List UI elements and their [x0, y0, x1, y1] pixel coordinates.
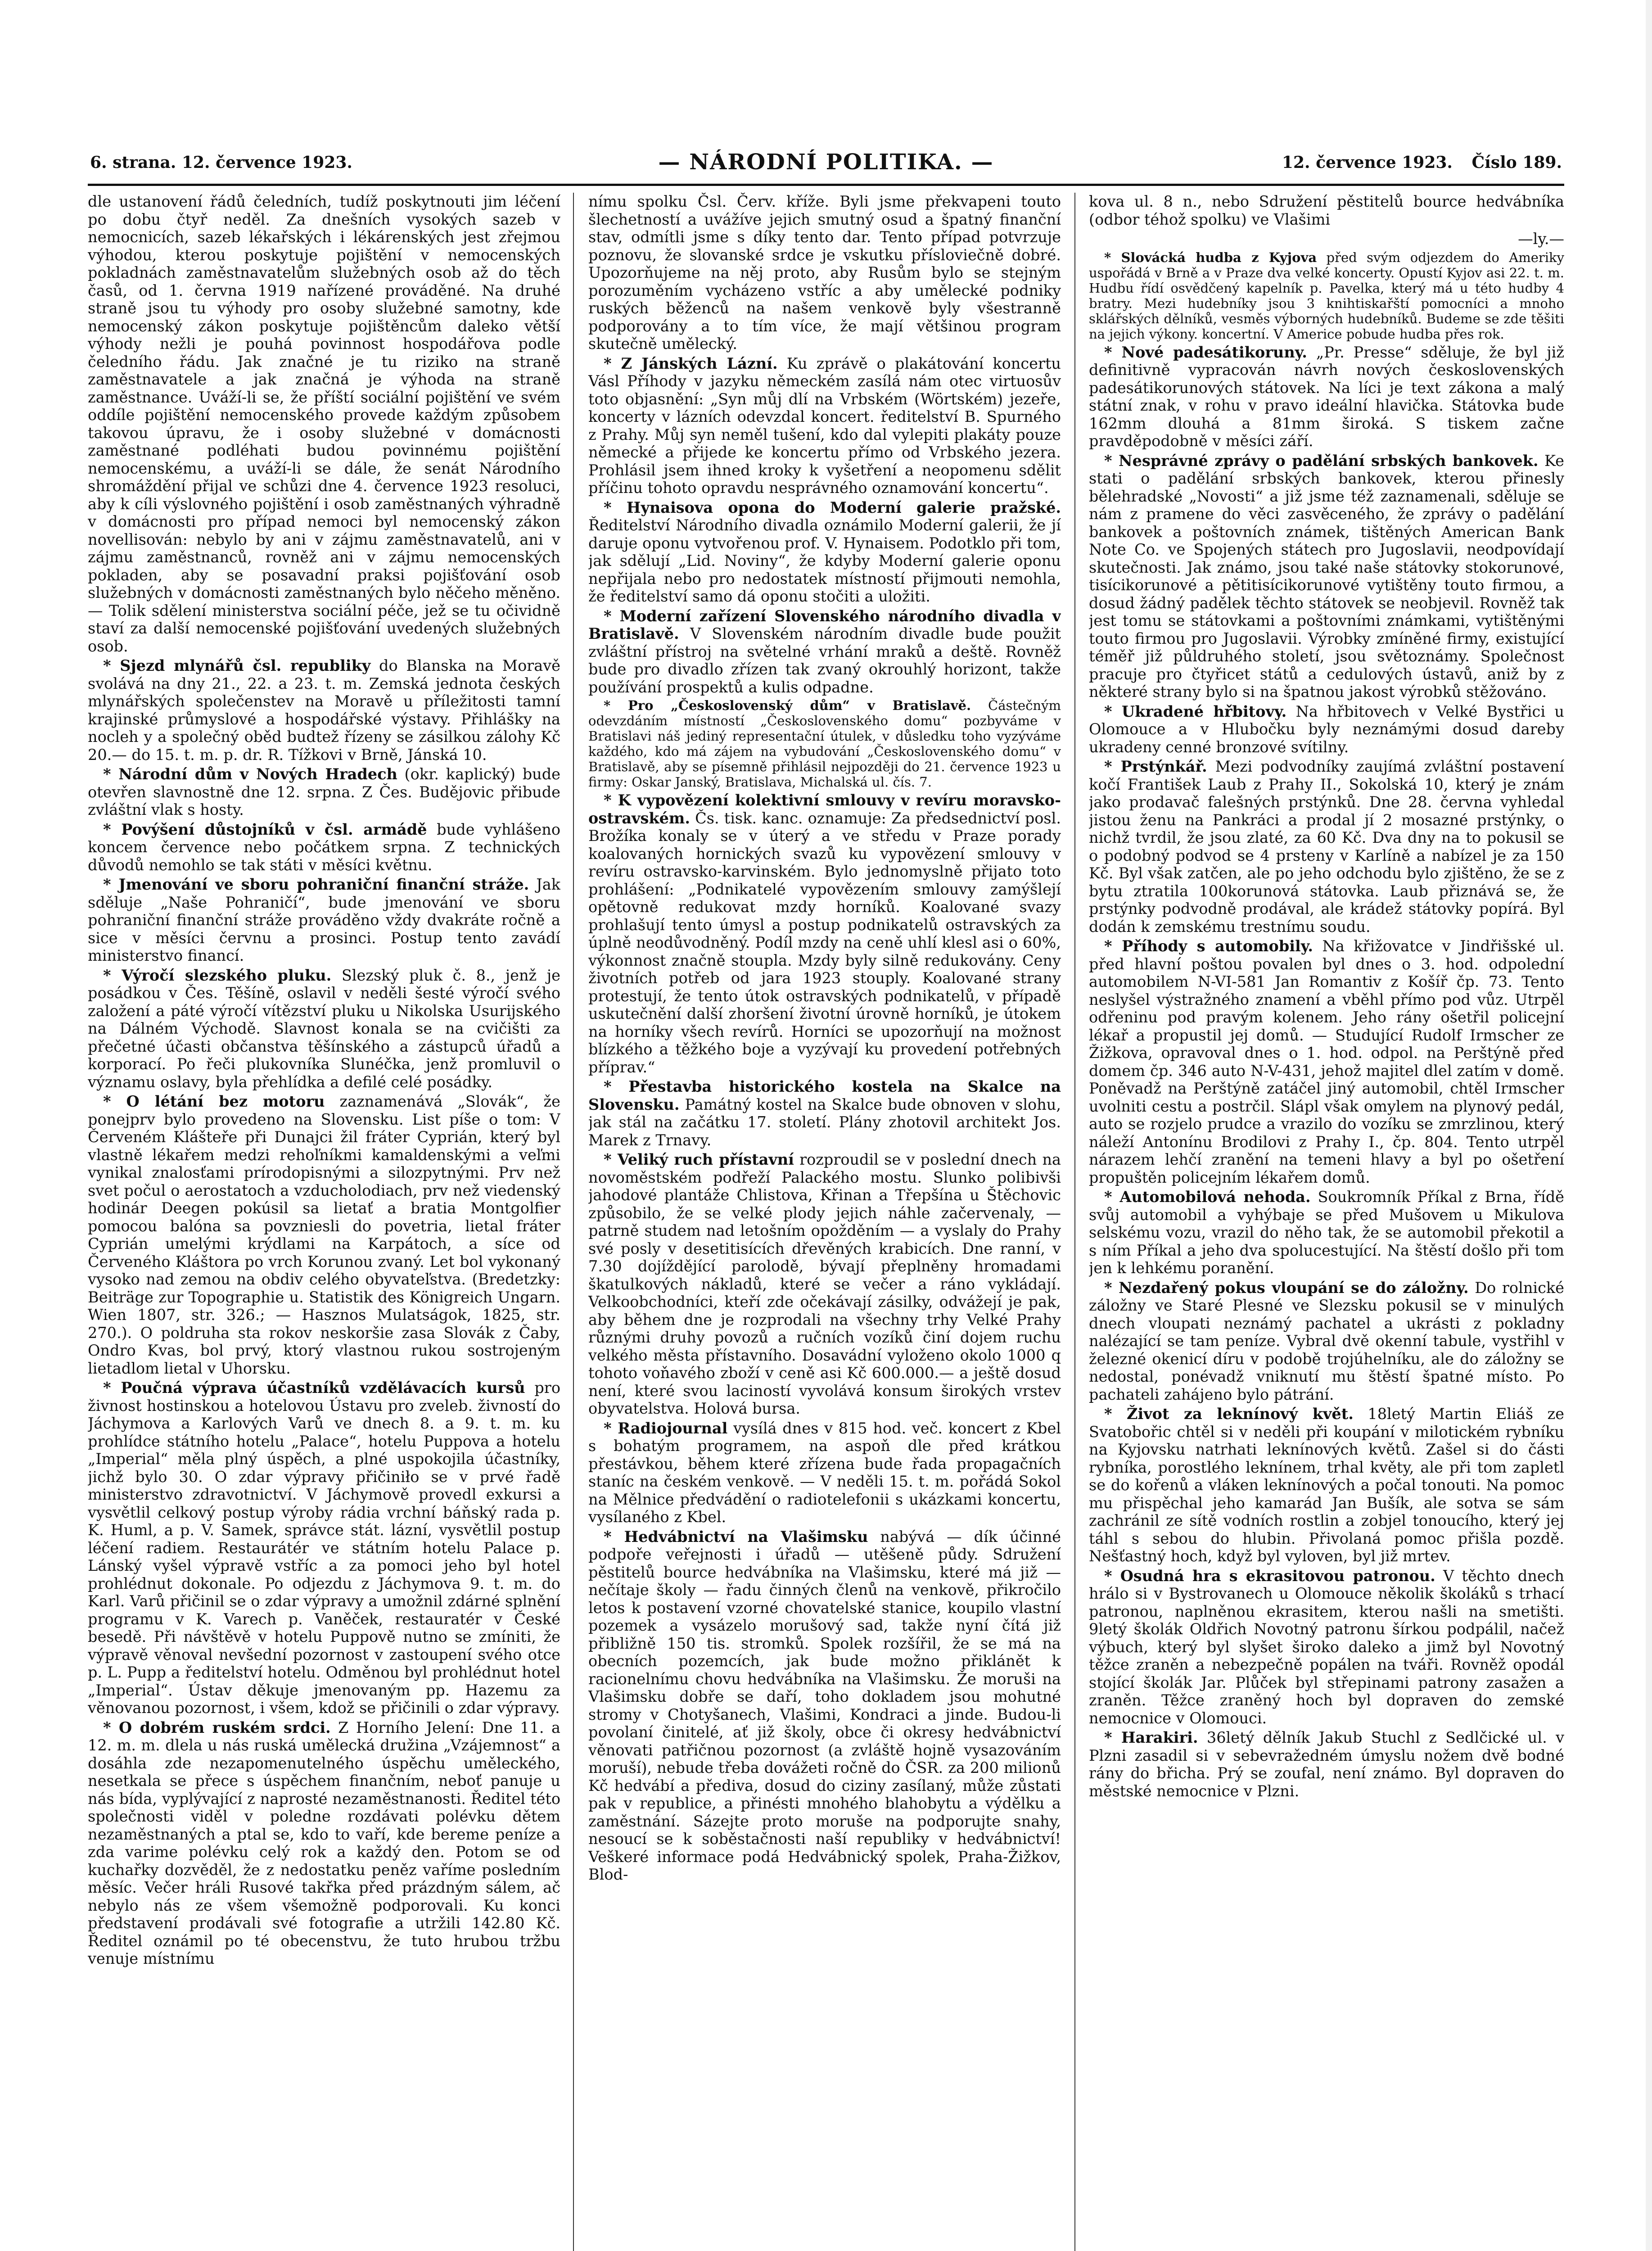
- article-text: Na křižovatce v Jindřišské ul. před hlavní poštou povalen byl dnes o 3. hod. odpolední automobilem N-VI-581 Jan Romantiv z Košíř čp. 73. Tento neslyšel výstražného znamení a vběhl přímo pod vůz. Utrpěl odřeninu pod pravým kolenem. Jeho rány ošetřil policejní lékař a propustil jej domů. — Studující Rudolf Irmscher ze Žižkova, opravoval dnes o 1. hod. odpol. na Perštýně před domem čp. 346 auto N-V-431, jehož majitel dlel zatím v domě. Poněvadž na Perštýně zatáčel jiný automobil, chtěl Irmscher uvolniti cestu a postrčil. Slápl však omylem na plynový pedál, auto se rozjelo prudce a vrazilo do vozíku se zmrzlinou, který náleží Antonínu Brodilovi z Prahy I., čp. 804. Tento utrpěl nárazem lehčí zranění na temeni hlavy a byl po ošetření propuštěn policejním lékařem domů.: [1089, 937, 1564, 1186]
- page-header: [88, 149, 1564, 180]
- article-text: „Pr. Presse“ sděluje, že byl již definitivně vypracován návrh nových československých padesátikorunových státovek. Na líci je text zákona a malý státní znak, v rohu v pravo ideální hlavička. Státovka bude 162mm dlouhá a 81mm široká. S tiskem začne pravděpodobně v měsíci září.: [1089, 343, 1564, 450]
- article-paragraph: [1089, 1729, 1564, 1800]
- newspaper-page: [88, 135, 1564, 2251]
- article-heading: * Sjezd mlynářů čsl. republiky: [103, 657, 371, 674]
- article-text: V Slovenském národním divadle bude použit zvláštní přístroj na světelné vrhání mraků a deště. Rovněž bude pro divadlo zřízen tak zvaný okrouhlý horizont, takže používání prospektů a kulis odpadne.: [588, 625, 1061, 696]
- page-number-date: 6. strana. 12. července 1923.: [90, 153, 352, 172]
- article-heading: * Harakiri.: [1104, 1729, 1198, 1746]
- scan-edge: [1646, 0, 1652, 2251]
- article-heading: * Moderní zařízení Slovenského národního divadla v Bratislavě.: [588, 607, 1061, 642]
- article-heading: * Nesprávné zprávy o padělání srbských bankovek.: [1104, 452, 1539, 470]
- article-text: Do rolnické záložny ve Staré Plesné ve Slezsku pokusil se v minulých dnech vloupati neznámý pachatel a ukrásti z pokladny nalézající se tam peníze. Vybral dvě okenní tabule, vystřihl v železné okenicí díru v podobě trojúhelníku, ale do záložny se nedostal, ponévadž vniknutí mu štěstí špatné místo. Po pachateli zahájeno bylo pátrání.: [1089, 1279, 1564, 1403]
- article-heading: * Radiojournal: [604, 1419, 728, 1437]
- article-text: Ředitelství Národního divadla oznámilo Moderní galerii, že jí daruje oponu vytvořenou prof. V. Hynaisem. Podotklo při tom, jak sdělují „Lid. Noviny“, že kdyby Moderní galerie oponu nepřijala nebo pro nedostatek místností přijmouti nemohla, že ředitelství samo dá oponu stočiti a uložiti.: [588, 516, 1061, 605]
- article-paragraph: [88, 876, 560, 965]
- article-heading: * Z Jánských Lázní.: [604, 354, 778, 372]
- article-paragraph: [588, 607, 1061, 696]
- article-paragraph: [1089, 452, 1564, 701]
- header-right: [1282, 153, 1562, 172]
- article-paragraph: [588, 698, 1061, 790]
- article-text: (okr. kaplický) bude otevřen slavnostně dne 12. srpna. Z Čes. Budějovic přibude zvláštní vlak s hosty.: [88, 765, 560, 818]
- article-heading: * Příhody s automobily.: [1104, 937, 1313, 955]
- article-paragraph: [88, 765, 560, 819]
- article-text: Ke stati o padělání srbských bankovek, kterou přinesly bělehradské „Novosti“ a již jsme též zaznamenali, sděluje se nám z pramene do věci zasvěceného, že zprávy o padělání bankovek a poštovních známek, tištěných American Bank Note Co. ve Spojených státech pro Jugoslavii, neodpovídají skutečnosti. Jak známo, jsou také naše státovky stokorunové, tisícikorunové a pětitisícikorunové vytištěny touto firmou, a dosud žádný padělek těchto státovek se neobjevil. Rovněž tak jest tomu se státovkami a poštovními známkami, vytištěnými touto firmou pro Jugoslavii. Výrobky zmíněné firmy, existující téměř již půldruhého století, jsou světoznámy. Společnost pracuje pro čtyřicet států a cedulových ústavů, aniž by z některé strany bylo si na špatnou jakost výrobků stěžováno.: [1089, 452, 1564, 701]
- article-heading: * Život za leknínový květ.: [1104, 1405, 1354, 1423]
- column-1: [88, 193, 560, 2251]
- article-paragraph: [1089, 193, 1564, 228]
- article-paragraph: [588, 499, 1061, 606]
- header-date: 12. července 1923.: [1282, 153, 1453, 172]
- article-paragraph: [1089, 230, 1564, 248]
- article-heading: * Slovácká hudba z Kyjova: [1104, 249, 1317, 265]
- article-heading: * Jmenování ve sboru pohraniční finanční stráže.: [103, 876, 529, 893]
- article-paragraph: [1089, 1405, 1564, 1565]
- article-paragraph: [1089, 250, 1564, 342]
- article-text: nímu spolku Čsl. Červ. kříže. Byli jsme překvapeni touto šlechetností a uvážíve jejich smutný osud a špatný finanční stav, odmítli jsme s díky tento dar. Tento případ potvrzuje poznovu, že slovanské srdce je vskutku přísloviečně dobré. Upozorňujeme na něj proto, aby Rusům bylo se stejným porozuměním vycházeno vstříc a aby umělecké podniky ruských běženců na našem venkově byly všestranně podporovány a to tím více, že mají většinou program skutečně umělecký.: [588, 193, 1061, 353]
- article-text: nabývá — dík účinné podpoře veřejnosti i úřadů — utěšeně půdy. Sdružení pěstitelů bource hedvábníka na Vlašimsku, které má již — nečítaje školy — řadu činných členů na venkově, přikročilo letos k postavení vzorné chovatelské stanice, koupilo vlastní pozemek a vysázelo morušový sad, takže nyní čítá již přibližně 150 tis. stromků. Spolek rozšířil, že se má na obecních pozemcích, jak bude možno přiklánět k racionelnímu chovu hedvábníka na Vlašimsku. Že moruši na Vlašimsku dobře se daří, toho dokladem jsou mohutné stromy v Chotyšanech, Vlašimi, Kondraci a jinde. Budou-li povolaní činitelé, ať již školy, obce či okresy hedvábnictví věnovati patřičnou pozornost (a zvláště hojně vysazováním moruší), nebude třeba dovážeti ročně do ČSR. za 200 milionů Kč hedvábí a přediva, dosud do ciziny zasílaný, může zůstati pak v republice, a přinésti mnohého blahobytu a výdělku a zaměstnání. Sázejte proto moruše na podporujte snahy, nesoucí se k soběstačnosti naší republiky v hedvábnictví! Veškeré informace podá Hedvábnický spolek, Praha-Žižkov, Blod-: [588, 1528, 1061, 1883]
- article-text: pro živnost hostinskou a hotelovou Ústavu pro zveleb. živností do Jáchymova a Karlových Varů ve dnech 8. a 9. t. m. ku prohlídce státního hotelu „Palace“, hotelu Puppova a hotelu „Imperial“ měla plný úspěch, a plné uspokojila účastníky, jichž bylo 30. O zdar výpravy přičiniło se v prvé řadě ministerstvo zdravotnictví. V Jáchymově provedl exkursi a vysvětlil celkový postup výroby rádia vrchní báňský rada p. K. Huml, a p. V. Samek, správce stát. lázní, vysvětlil postup léčení radiem. Restaurátér ve státním hotelu Palace p. Lánský vyšel výpravě vstříc a za pomoci jeho byl hotel prohlédnut dokonale. Po odjezdu z Jáchymova 9. t. m. do Karl. Varů přičinil se o zdar výpravy a umožnil zdárné splnění programu v K. Varech p. Vaněček, restauratér v České besedě. Při návštěvě v hotelu Puppově nutno se zmíniti, že výpravě věnoval nevšední pozornost v zastoupení svého otce p. L. Pupp a ředitelství hotelu. Odměnou byl prohlédnut hotel „Imperial“. Ústav děkuje jmenovaným pp. Hazemu za věnovanou pozornost, i všem, kdož se přičinili o zdar výpravy.: [88, 1379, 560, 1717]
- article-text: Soukromník Příkal z Brna, řídě svůj automobil a vyhýbaje se před Mušovem u Mikulova selskému vozu, vrazil do něho tak, že se automobil překotil a s ním Příkal a jeho dva spolucestující. Na štěstí došlo při tom jen k lehkému poranění.: [1089, 1188, 1564, 1277]
- article-paragraph: [1089, 703, 1564, 756]
- article-heading: * Nezdařený pokus vloupání se do záložny.: [1104, 1279, 1469, 1297]
- article-text: Jak sděluje „Naše Pohraničí“, bude jmenování ve sboru pohraniční finanční stráže prováděno vždy dvakráte ročně a sice v měsíci červnu a prosinci. Postup tento zavádí ministerstvo financí.: [88, 876, 560, 964]
- issue-number: Číslo 189.: [1471, 153, 1562, 172]
- article-text: před svým odjezdem do Ameriky uspořádá v Brně a v Praze dva velké koncerty. Opustí Kyjov asi 22. t. m. Hudbu řídí osvědčený kapelník p. Pavelka, který má u této hudby 4 bratry. Mezi hudebníky jsou 3 knihtiskařští pomocníci a mnoho sklářských dělníků, vesměs výborných hudebníků. Budeme se zde těšiti na jejich výkony. koncertní. V Americe pobude hudba přes rok.: [1089, 249, 1564, 342]
- article-heading: * Hedvábnictví na Vlašimsku: [604, 1528, 868, 1546]
- article-text: Slezský pluk č. 8., jenž je posádkou v Čes. Těšíně, oslavil v neděli šesté výročí svého založení a páté výročí vítězství pluku u Nikolska Usurijského na Dálném Východě. Slavnost konala se na cvičišti za přečetné účasti občanstva těšínského a zástupců úřadů a korporací. Po řeči plukovníka Slunéčka, jenž promluvil o významu oslavy, byla přehlídka a defilé celé posádky.: [88, 966, 560, 1091]
- article-heading: * K vypovězení kolektivní smlouvy v revíru moravsko-ostravském.: [588, 791, 1061, 827]
- article-paragraph: [1089, 1279, 1564, 1404]
- article-text: 18letý Martin Eliáš ze Svatobořic chtěl si v neděli při koupání v milotickém rybníku na Kyjovsku natrhati leknínových květů. Zašel si do části rybníka, porostlého leknínem, trhal květy, ale při tom zapletl se do kořenů a vláken leknínových a počal tonouti. Na pomoc mu přispěchal jeho kamarád Jan Bušík, ale sotva se sám zachránil ze sítě vodních rostlin a zobjel tonoucího, který jej táhl s sebou do hlubin. Přivolaná pomoc přišla pozdě. Nešťastný hoch, když byl vyloven, byl již mrtev.: [1089, 1405, 1564, 1565]
- article-paragraph: [588, 791, 1061, 1076]
- article-paragraph: [1089, 1188, 1564, 1277]
- article-heading: * Automobilová nehoda.: [1104, 1188, 1311, 1206]
- article-text: bude vyhlášeno koncem července nebo počátkem srpna. Z technických důvodů nemohlo se tak státi v měsíci květnu.: [88, 820, 560, 874]
- article-text: Částečným odevzdáním místností „Československého domu“ pozbyváme v Bratislavi náš jediný representační útulek, v důsledku toho vyzýváme každého, kdo má zájem na vybudování „Československého domu“ v Bratislavě, aby se písemně přihlásil nejpozději do 21. července 1923 u firmy: Oskar Janský, Bratislava, Michalská ul. čís. 7.: [588, 698, 1061, 790]
- article-heading: * Hynaisova opona do Moderní galerie pražské.: [604, 498, 1061, 516]
- article-text: V těchto dnech hrálo si v Bystrovanech u Olomouce několik školáků s trhací patronou, naplněnou ekrasitem, kterou našli na smetišti. 9letý školák Oldřich Novotný patronu šírkou podpálil, načež výbuch, který byl slyšet široko daleko a jimž byl Novotný těžce zraněn a nebezpečně popálen na tváři. Rovněž opodál stojící školák Jar. Plůček byl střepinami patrony zasažen a zraněn. Těžce zraněný hoch byl dopraven do zemské nemocnice v Olomouci.: [1089, 1567, 1564, 1727]
- article-heading: * Osudná hra s ekrasitovou patronou.: [1104, 1567, 1435, 1585]
- article-paragraph: [88, 657, 560, 764]
- article-paragraph: [88, 193, 560, 655]
- article-text: Památný kostel na Skalce bude obnoven v slohu, jak stál na začátku 17. století. Plány zhotovil architekt Jos. Marek z Trnavy.: [588, 1095, 1061, 1149]
- header-rule: [88, 184, 1564, 186]
- article-heading: * O dobrém ruském srdci.: [103, 1718, 331, 1736]
- article-heading: * Přestavba historického kostela na Skalce na Slovensku.: [588, 1078, 1061, 1113]
- article-heading: * Ukradené hřbitovy.: [1104, 702, 1287, 720]
- article-text: Ku zprávě o plakátování koncertu Vásl Příhody v jazyku německém zasílá nám otec virtuosův toto objasnění: „Syn můj dlí na Vrbském (Wörtském) jezeře, koncerty v lázních odevzdal koncert. ředitelství B. Spurného z Prahy. Můj syn neměl tušení, kdo dal vylepiti plakáty pouze německé a přijede ke koncertu přímo od Vrbského jezera. Prohlásil jsem ihned kroky k vyšetření a neopomenu sdělit příčinu tohoto opravdu nesprávného oznamování koncertu“.: [588, 354, 1061, 497]
- column-divider: [573, 193, 574, 2251]
- masthead-title: — NÁRODNÍ POLITIKA. —: [658, 149, 994, 175]
- article-paragraph: [1089, 1567, 1564, 1727]
- article-paragraph: [588, 193, 1061, 353]
- article-paragraph: [88, 1093, 560, 1377]
- article-paragraph: [88, 1379, 560, 1717]
- article-paragraph: [588, 1078, 1061, 1149]
- article-text: rozproudil se v poslední dnech na novoměstském podřeží Palackého mostu. Slunko polibivši jahodové plantáže Chlistova, Křinan a Třepšína u Štěchovic způsobilo, že se velké plody jejich náhle začervenaly, — patrně studem nad letošním opožděním — a vyslaly do Prahy své posly v desetitisících dřevěných krabicích. Dne ranní, v 7.30 dojíždějící parolodě, bývají přeplněny hromadami škatulkových nákladů, které se večer a ráno vykládají. Velkoobchodníci, kteří zde očekávají zásilky, odvážejí je pak, aby během dne je rozprodali na všechny trhy Velké Prahy různými druhy povozů a ručních vozíků činí dojem ruchu velkého města přístavního. Dosavádní vyloženo okolo 1000 q tohoto voňavého zboží v ceně asi Kč 600.000.— a ještě dosud není, které svou laciností vyvolává konsum širokých vrstev obyvatelstva. Holová bursa.: [588, 1151, 1061, 1417]
- article-text: zaznamenává „Slovák“, že ponejprv bylo provedeno na Slovensku. List píše o tom: V Červeném Klášteře při Dunajci žil fráter Cyprián, který byl vlastně lékařem medzi rehoľníkmi kamaldenskými a veľmi vynikal znalosťami prírodopisnými a silozpytnými. Prv než svet počul o aerostatoch a vzducholodiach, prv než viedenský hodinár Deegen pokúsil sa lietať a bratia Montgolfier pomocou balóna sa povzniesli do povetria, lietal fráter Cyprián umelými krýdlami na Karpátoch, a síce od Červeného Kláštora po vrch Korunou zvaný. Let bol vykonaný vysoko nad zemou na obdiv celého obyvateľstva. (Bredetzky: Beiträge zur Topographie u. Statistik des Königreich Ungarn. Wien 1807, str. 326.; — Hasznos Mulatságok, 1825, str. 270.). O poldruha sta rokov neskoršie zasa Slovák z Čaby, Ondro Kvas, bol prvý, ktorý vlastnou rukou sostrojeným lietadlom lietal v Uhorsku.: [88, 1093, 560, 1377]
- article-heading: * Výročí slezského pluku.: [103, 966, 332, 984]
- article-heading: * Povýšení důstojníků v čsl. armádě: [103, 820, 427, 838]
- article-heading: * Nové padesátikoruny.: [1104, 343, 1307, 361]
- article-paragraph: [1089, 937, 1564, 1186]
- article-text: do Blanska na Moravě svolává na dny 21., 22. a 23. t. m. Zemská jednota českých mlynářských společenstev na Moravě u příležitosti tamní krajinské průmyslové a hospodářské výstavy. Přihlášky na nocleh y a společný oběd budtež řízeny se zásilkou zálohy Kč 20.— do 15. t. m. p. dr. R. Tížkovi v Brně, Jánská 10.: [88, 657, 560, 764]
- article-text: dle ustanovení řádů čeledních, tudíž poskytnouti jim léčení po dobu čtyř neděl. Za dnešních vysokých sazeb v nemocnicích, sazeb lékařských i lékárenských jest zřejmou výhodou, kterou poskytuje pojištění v nemocenských pokladnách zaměstnavatelům služebných osob až do těch časů, od 1. června 1919 nařízené prováděné. Na druhé straně jsou tu výhody pro osoby služebné samotny, kde nemocenský zákon poskytuje pojištěncům daleko větší výhody nežli je pouhá povinnost hospodářova podle čeledního řádu. Jak značné je tu riziko na straně zaměstnavatele a jak značná je výhoda na straně zaměstnance. Uváží-li se, že příští sociální pojištění ve svém oddíle pojištění nemocenského provede každým způsobem takovou úpravu, že i osoby služebné v domácnosti zaměstnané podléhati budou povinnému pojištění nemocenskému, a uváží-li se dále, že senát Národního shromáždění přijal ve schůzi dne 4. července 1923 resoluci, aby k cíli výslovného pojištění i osob zaměstnaných výhradně v domácnosti pro případ nemoci byl nemocenský zákon novellisován: nebylo by ani v zájmu zaměstnavatelů, ani v zájmu zaměstnanců, rovněž ani v zájmu nemocenských pokladen, aby se posavadní praksi pojišťování osob služebných v domácnosti zaměstnaných bylo něčeho měněno. — Tolik sdělení ministerstva sociální péče, jež se tu očividně staví za další nemocenské pojišťování uvedených služebných osob.: [88, 193, 560, 655]
- article-heading: * Veliký ruch přístavní: [604, 1151, 794, 1168]
- article-text: Z Horního Jelení: Dne 11. a 12. m. m. dlela u nás ruská umělecká družina „Vzájemnost“ a dosáhla zde nezapomenutelného úspěchu uměleckého, nesetkala se přece s úspěchem finančním, neboť panuje u nás bída, vyplývající z naprosté nezaměstnanosti. Ředitel této společnosti viděl v poledne rozdávati polévku dětem nezaměstnaných a ptal se, kdo to vaří, kde bereme peníze a zda varime polévku celý rok a každý den. Potom se od kuchařky dozvěděl, že z nedostatku peněz vaříme posledním měsíc. Večer hráli Rusové takřka před prázdným sálem, ač nebylo nás ze všem všemožně podporovali. Ku konci představení prodávali své fotografie a utržili 142.80 Kč. Ředitel oznámil po té obecenstvu, že tuto hrubou tržbu venuje místnímu: [88, 1718, 560, 1967]
- article-paragraph: [588, 1151, 1061, 1418]
- article-text: Čs. tisk. kanc. oznamuje: Za předsednictví posl. Brožíka konaly se v úterý a ve středu v Praze porady koalovaných hornických svazů ku vypovězení smlouvy v revíru ostravsko-karvinském. Bylo jednomyslně přijato toto prohlášení: „Podnikatelé vypovězením smlouvy zamýšlejí opětovně redukovat mzdy horníků. Koalované svazy prohlašují tento úmysl a postup podnikatelů ostravských za úplně neodůvodněný. Podíl mzdy na ceně uhlí klesl asi o 60%, výkonnost značně stoupla. Mzdy byly silně redukovány. Ceny životních potřeb od jara 1923 stouply. Koalované strany protestují, že tento útok ostravských podnikatelů, v případě uskutečnění další zhoršení životní úrovně horníků, je útokem na horníky všech revírů. Horníci se upozorňují na možnost blízkého a těžkého boje a vyzývají ku provedení potřebných příprav.“: [588, 809, 1061, 1076]
- article-text: kova ul. 8 n., nebo Sdružení pěstitelů bource hedvábníka (odbor téhož spolku) ve Vlašimi: [1089, 193, 1564, 228]
- article-paragraph: [1089, 758, 1564, 936]
- article-heading: * Pro „Československý dům“ v Bratislavě.: [604, 698, 971, 713]
- article-heading: * Prstýnkář.: [1104, 758, 1207, 775]
- article-paragraph: [588, 1528, 1061, 1884]
- article-text: vysílá dnes v 815 hod. več. koncert z Kbel s bohatým programem, na aspoň dle před krátkou přestávkou, během které zřízena bude řada propagačních staníc na českém venkově. — V neděli 15. t. m. pořádá Sokol na Mělnice předvádění o radiotelefonii s ukázkami koncertu, vysílaného z Kbel.: [588, 1419, 1061, 1526]
- article-text: Mezi podvodníky zaujímá zvláštní postavení kočí František Laub z Prahy II., Sokolská 10, který je znám jako prodavač falešných prstýnků. Dne 28. června vyhledal jistou ženu na Pankráci a prodal jí 2 mosazné prstýnky, o nichž tvrdil, že jsou zlaté, za 60 Kč. Dva dny na to pokusil se o podobný podvod se 4 prsteny v Karlíně a nabízel je za 150 Kč. Byl však zatčen, ale po jeho odchodu bylo zjištěno, že se z bytu ztratila 100korunová státovka. Laub přiznává se, že prstýnky podvodně prodával, ale krádež státovky popírá. Byl dodán k zemskému trestnímu soudu.: [1089, 758, 1564, 936]
- article-paragraph: [588, 1419, 1061, 1526]
- article-paragraph: [588, 355, 1061, 497]
- article-heading: * Poučná výprava účastníků vzdělávacích kursů: [103, 1379, 525, 1397]
- article-heading: * Národní dům v Nových Hradech: [103, 765, 397, 783]
- article-text: 36letý dělník Jakub Stuchl z Sedlčické ul. v Plzni zasadil si v sebevražedném úmyslu nožem dvě bodné rány do břicha. Prý se zoufal, není známo. Byl dopraven do městské nemocnice v Plzni.: [1089, 1729, 1564, 1800]
- article-paragraph: [88, 967, 560, 1091]
- article-paragraph: [88, 1719, 560, 1968]
- article-text: —ly.—: [1518, 230, 1564, 248]
- article-paragraph: [1089, 344, 1564, 450]
- article-text: Na hřbitovech v Velké Bystřici u Olomouce a v Hlubočku byly neznámými dosud dareby ukradeny cenné bronzové svítilny.: [1089, 702, 1564, 756]
- column-divider: [1074, 193, 1075, 2251]
- column-2: [588, 193, 1061, 2251]
- column-3: [1089, 193, 1564, 2251]
- article-heading: * O létání bez motoru: [103, 1093, 325, 1110]
- text-columns: [88, 193, 1564, 2251]
- article-paragraph: [88, 821, 560, 874]
